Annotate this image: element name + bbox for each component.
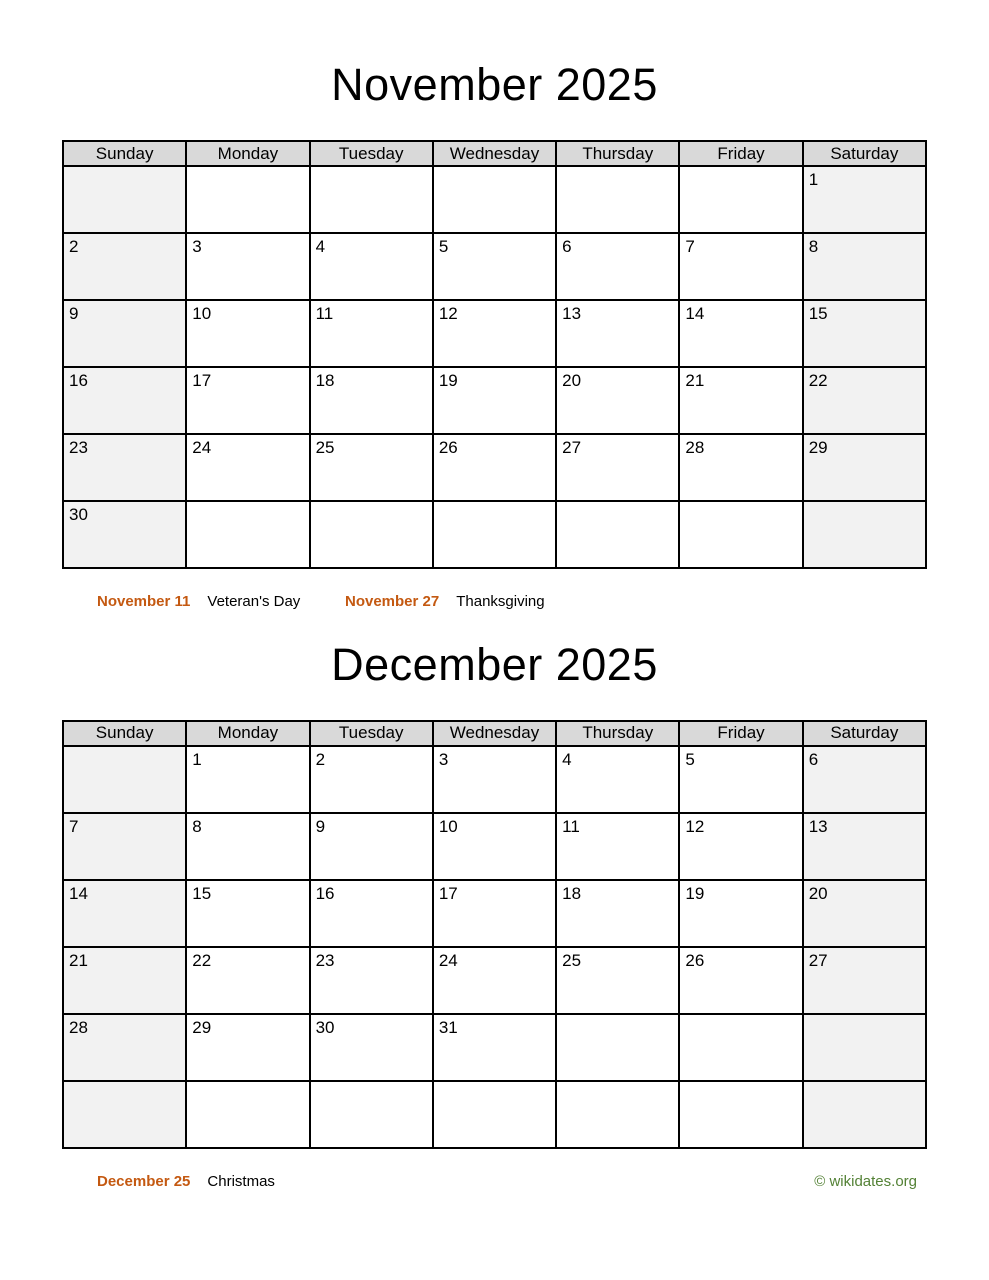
day-cell: 22 <box>186 947 309 1014</box>
day-cell: 23 <box>63 434 186 501</box>
weekday-header-thursday: Thursday <box>556 721 679 746</box>
holiday-date: November 11 <box>97 593 191 610</box>
day-cell: 1 <box>803 166 926 233</box>
day-cell <box>679 1014 802 1081</box>
day-cell <box>186 501 309 568</box>
day-cell: 21 <box>679 367 802 434</box>
day-cell: 7 <box>63 813 186 880</box>
holiday-name: Thanksgiving <box>456 593 545 610</box>
holiday-item <box>345 593 593 612</box>
day-cell: 5 <box>433 233 556 300</box>
day-cell: 17 <box>433 880 556 947</box>
day-cell: 28 <box>63 1014 186 1081</box>
day-cell <box>803 501 926 568</box>
copyright-link[interactable]: © wikidates.org <box>814 1172 917 1190</box>
day-cell: 16 <box>310 880 433 947</box>
day-cell: 18 <box>556 880 679 947</box>
day-cell: 11 <box>310 300 433 367</box>
weekday-header-monday: Monday <box>186 141 309 166</box>
holiday-date: December 25 <box>97 1172 191 1190</box>
day-cell: 6 <box>556 233 679 300</box>
day-cell: 27 <box>556 434 679 501</box>
day-cell: 2 <box>63 233 186 300</box>
day-cell: 26 <box>433 434 556 501</box>
week-row <box>63 300 926 367</box>
day-cell: 4 <box>556 746 679 813</box>
day-cell: 29 <box>803 434 926 501</box>
day-cell: 13 <box>803 813 926 880</box>
day-cell: 8 <box>803 233 926 300</box>
weekday-header-row <box>63 721 926 746</box>
day-cell: 24 <box>186 434 309 501</box>
weekday-header-row <box>63 141 926 166</box>
day-cell: 22 <box>803 367 926 434</box>
day-cell: 5 <box>679 746 802 813</box>
day-cell <box>63 746 186 813</box>
week-row <box>63 1081 926 1148</box>
calendar-table-december <box>62 720 927 1149</box>
day-cell <box>803 1081 926 1148</box>
day-cell: 31 <box>433 1014 556 1081</box>
day-cell: 19 <box>433 367 556 434</box>
week-row <box>63 746 926 813</box>
holiday-name: Christmas <box>207 1172 275 1190</box>
day-cell: 17 <box>186 367 309 434</box>
day-cell <box>556 166 679 233</box>
day-cell: 10 <box>186 300 309 367</box>
day-cell: 30 <box>310 1014 433 1081</box>
holiday-notes-december <box>62 1173 927 1192</box>
day-cell: 9 <box>310 813 433 880</box>
weekday-header-friday: Friday <box>679 141 802 166</box>
weekday-header-wednesday: Wednesday <box>433 141 556 166</box>
day-cell: 13 <box>556 300 679 367</box>
holiday-notes-november <box>62 593 927 612</box>
weekday-header-monday: Monday <box>186 721 309 746</box>
day-cell <box>186 1081 309 1148</box>
day-cell <box>679 1081 802 1148</box>
calendar-table-november <box>62 140 927 569</box>
day-cell: 24 <box>433 947 556 1014</box>
month-section-november <box>62 0 927 612</box>
month-title-december: December 2025 <box>331 638 658 690</box>
weekday-header-thursday: Thursday <box>556 141 679 166</box>
day-cell: 15 <box>186 880 309 947</box>
weekday-header-sunday: Sunday <box>63 721 186 746</box>
day-cell: 21 <box>63 947 186 1014</box>
day-cell: 25 <box>310 434 433 501</box>
week-row <box>63 1014 926 1081</box>
week-row <box>63 233 926 300</box>
weekday-header-tuesday: Tuesday <box>310 141 433 166</box>
day-cell <box>310 1081 433 1148</box>
day-cell <box>803 1014 926 1081</box>
day-cell: 30 <box>63 501 186 568</box>
day-cell: 4 <box>310 233 433 300</box>
weekday-header-friday: Friday <box>679 721 802 746</box>
day-cell: 12 <box>433 300 556 367</box>
week-row <box>63 166 926 233</box>
day-cell <box>556 1081 679 1148</box>
day-cell: 2 <box>310 746 433 813</box>
weekday-header-saturday: Saturday <box>803 141 926 166</box>
weekday-header-tuesday: Tuesday <box>310 721 433 746</box>
holiday-name: Veteran's Day <box>207 593 301 610</box>
day-cell <box>679 166 802 233</box>
day-cell: 20 <box>556 367 679 434</box>
day-cell <box>433 166 556 233</box>
day-cell: 3 <box>186 233 309 300</box>
day-cell <box>556 1014 679 1081</box>
day-cell: 14 <box>63 880 186 947</box>
weekday-header-sunday: Sunday <box>63 141 186 166</box>
day-cell: 20 <box>803 880 926 947</box>
day-cell: 11 <box>556 813 679 880</box>
day-cell: 12 <box>679 813 802 880</box>
day-cell: 10 <box>433 813 556 880</box>
week-row <box>63 947 926 1014</box>
holiday-date: November 27 <box>345 593 440 610</box>
day-cell <box>63 1081 186 1148</box>
day-cell: 9 <box>63 300 186 367</box>
day-cell <box>679 501 802 568</box>
holiday-item <box>97 593 345 612</box>
day-cell: 18 <box>310 367 433 434</box>
week-row <box>63 880 926 947</box>
day-cell: 1 <box>186 746 309 813</box>
day-cell <box>433 501 556 568</box>
day-cell: 27 <box>803 947 926 1014</box>
day-cell: 3 <box>433 746 556 813</box>
day-cell: 25 <box>556 947 679 1014</box>
day-cell: 29 <box>186 1014 309 1081</box>
month-title-november: November 2025 <box>331 59 658 110</box>
week-row <box>63 434 926 501</box>
day-cell: 23 <box>310 947 433 1014</box>
day-cell: 19 <box>679 880 802 947</box>
day-cell <box>186 166 309 233</box>
day-cell: 16 <box>63 367 186 434</box>
week-row <box>63 813 926 880</box>
day-cell: 8 <box>186 813 309 880</box>
day-cell: 26 <box>679 947 802 1014</box>
weekday-header-saturday: Saturday <box>803 721 926 746</box>
week-row <box>63 367 926 434</box>
week-row <box>63 501 926 568</box>
holiday-item <box>97 1173 345 1192</box>
day-cell: 28 <box>679 434 802 501</box>
day-cell <box>433 1081 556 1148</box>
day-cell: 14 <box>679 300 802 367</box>
day-cell: 15 <box>803 300 926 367</box>
day-cell <box>63 166 186 233</box>
day-cell: 6 <box>803 746 926 813</box>
day-cell <box>310 166 433 233</box>
day-cell <box>556 501 679 568</box>
weekday-header-wednesday: Wednesday <box>433 721 556 746</box>
month-section-december <box>62 612 927 1192</box>
day-cell: 7 <box>679 233 802 300</box>
day-cell <box>310 501 433 568</box>
